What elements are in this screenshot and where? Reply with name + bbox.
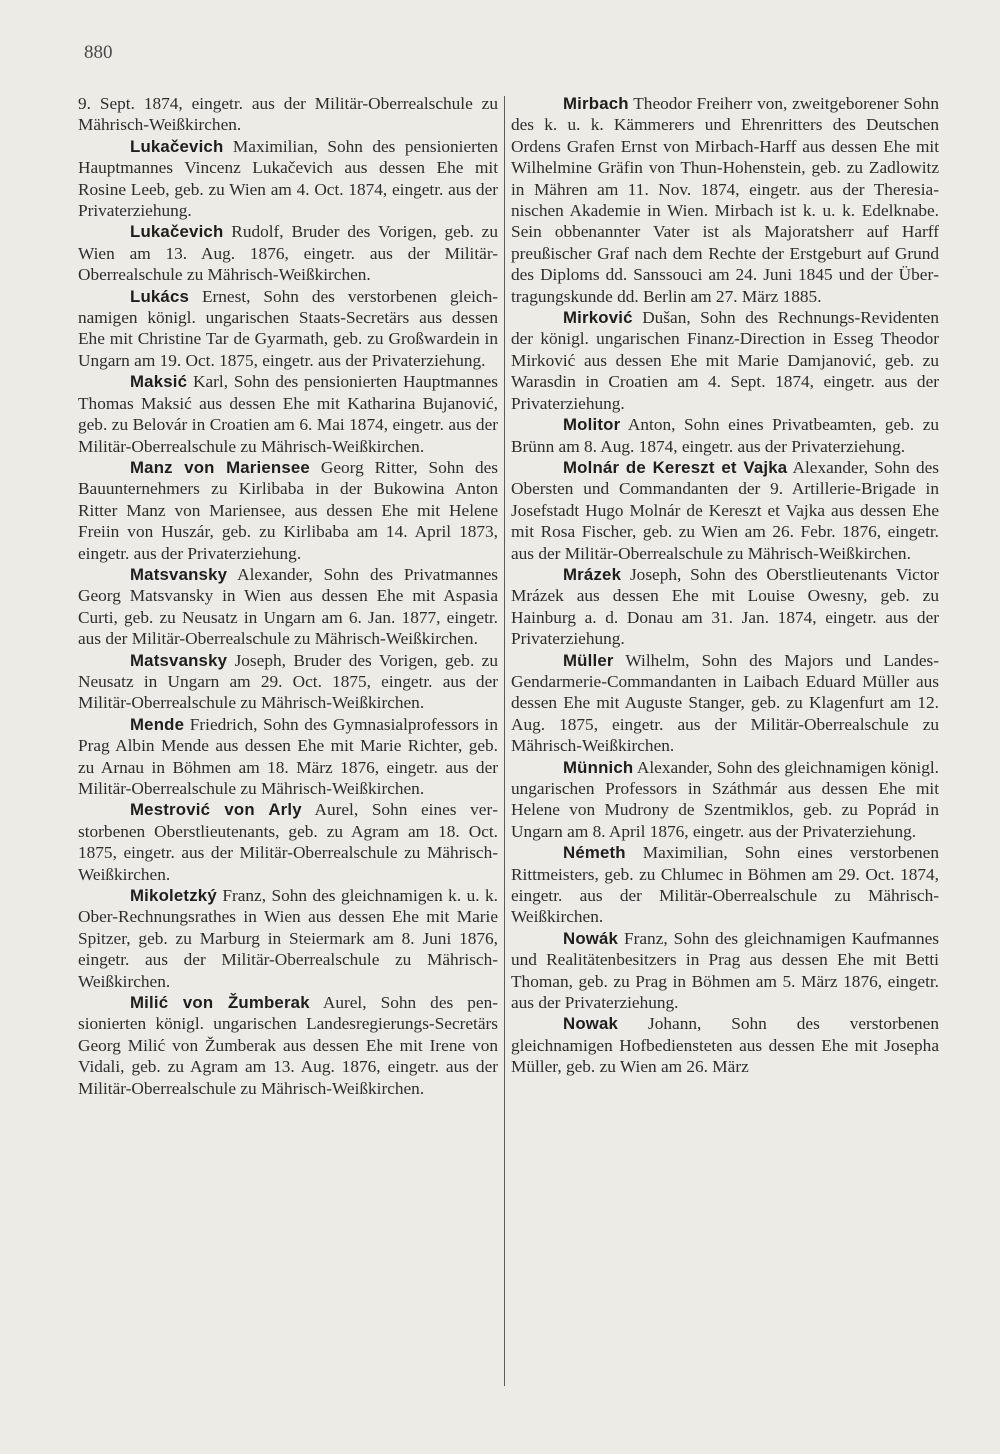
entry-surname: Münnich [563,757,634,777]
register-entry [78,992,498,1099]
register-entry [511,564,939,650]
entry-text: Aurel, Sohn eines verstorbenen Oberstlieutenants, geb. zu Agram am 18. Oct. 1875, eingetr. aus der Militär-Oberrealschule zu Mährisch-Weißkirchen. [78,800,498,884]
register-entry [78,650,498,714]
entry-surname: Milić von Žumberak [130,993,310,1013]
entry-surname: Németh [563,843,626,863]
entry-text: 9. Sept. 1874, eingetr. aus der Militär-Oberrealschule zu Mährisch-Weißkirchen. [78,94,498,135]
entry-surname: Mrázek [563,564,622,584]
entry-text: Franz, Sohn des gleichnamigen k. u. k. Ober-Rechnungsrathes in Wien aus dessen Ehe mit Marie Spitzer, geb. zu Marburg in Steiermark am 8. Juni 1876, eingetr. aus der Militär-Oberrealschule zu Mährisch-Weißkirchen. [78,886,498,991]
entry-surname: Matsvansky [130,650,228,670]
register-entry [511,307,939,414]
entry-text: Friedrich, Sohn des Gymnasialprofessors in Prag Albin Mende aus dessen Ehe mit Marie Richter, geb. zu Arnau in Böhmen am 18. März 1876, eingetr. aus der Militär-Oberrealschule zu Mährisch-Weißkirchen. [78,714,498,798]
entry-surname: Mikoletzký [130,886,217,906]
entry-surname: Nowak [563,1014,619,1034]
entry-surname: Manz von Mariensee [130,457,310,477]
entry-surname: Molitor [563,415,621,435]
register-entry [78,714,498,800]
register-entry [78,221,498,285]
register-entry [78,799,498,885]
entry-text: Maximilian, Sohn eines verstorbenen Rittmeisters, geb. zu Chlumec in Böhmen am 29. Oct. 1874, eingetr. aus der Militär-Oberrealschule zu Mährisch-Weißkirchen. [511,843,939,927]
entry-surname: Mirković [563,308,633,328]
entry-text: Alexander, Sohn des Privatmannes Georg Matsvansky in Wien aus dessen Ehe mit Aspasia Curti, geb. zu Neusatz in Ungarn am 6. Jan. 1877, eingetr. aus der Militär-Oberrealschule zu Mährisch-Weißkirchen. [78,564,498,649]
entry-text: Ernest, Sohn des verstorbenen gleichnamigen königl. ungarischen Staats-Secretärs aus dessen Ehe mit Christine Tar de Gyarmath, geb. zu Großwardein in Ungarn am 19. Oct. 1875, eingetr. aus der Privaterziehung. [78,286,498,370]
entry-surname: Nowák [563,928,619,948]
entry-surname: Molnár de Kereszt et Vajka [563,457,788,477]
register-entry [78,93,498,136]
register-entry [511,414,939,457]
entry-text: Wilhelm, Sohn des Majors und Landes-Gendarmerie-Commandanten in Laibach Eduard Müller aus dessen Ehe mit Auguste Stanger, geb. zu Klagenfurt am 12. Aug. 1875, eingetr. aus der Militär-Oberrealschule zu Mährisch-Weißkirchen. [511,650,939,756]
entry-text: Alexander, Sohn des gleichnamigen königl. ungarischen Professors in Száthmár aus dessen Ehe mit Helene von Mudrony de Szentmiklos, geb. zu Poprád in Ungarn am 8. April 1876, eingetr. aus der Privaterziehung. [511,757,939,841]
register-entry [78,564,498,650]
entry-surname: Mestrović von Arly [130,800,302,820]
entry-surname: Lukačevich [130,136,224,156]
entry-text: Theodor Freiherr von, zweitgeborener Sohn des k. u. k. Kämmerers und Ehrenritters des Deutschen Ordens Grafen Ernst von Mirbach-Harff aus dessen Ehe mit Wilhelmine Gräfin von Thun-Hohenstein, geb. zu Zadlowitz in Mähren am 11. Nov. 1874, eingetr. aus der Theresianischen Akademie in Wien. Mirbach ist k. u. k. Edelknabe. Sein obbenannter Vater ist als Majoratsherr auf Harff preußischer Graf nach dem Rechte der Erstgeburt auf Grund des Diploms dd. Sanssouci am 24. Juni 1845 und der Übertragungskunde dd. Berlin am 27. März 1885. [511,94,939,306]
entry-surname: Mirbach [563,94,629,113]
register-entry [511,928,939,1014]
register-entry [511,1013,939,1077]
entry-text: Joseph, Bruder des Vorigen, geb. zu Neusatz in Ungarn am 29. Oct. 1875, eingetr. aus der Militär-Oberrealschule zu Mährisch-Weißkirchen. [78,650,498,713]
page-number: 880 [84,42,113,63]
entry-text: Franz, Sohn des gleichnamigen Kaufmannes und Realitätenbesitzers in Prag aus dessen Ehe mit Betti Thoman, geb. zu Prag in Böhmen am 5. März 1876, eingetr. aus der Privaterziehung. [511,928,939,1013]
entry-text: Aurel, Sohn des pensionierten königl. ungarischen Landesregierungs-Secretärs Georg Milić von Žumberak aus dessen Ehe mit Irene von Vidali, geb. zu Agram am 13. Aug. 1876, eingetr. aus der Militär-Oberrealschule zu Mährisch-Weißkirchen. [78,993,498,1098]
entry-text: Maximilian, Sohn des pensionierten Hauptmannes Vincenz Lukačevich aus dessen Ehe mit Rosine Leeb, geb. zu Wien am 4. Oct. 1874, eingetr. aus der Privaterziehung. [78,136,498,221]
entry-text: Georg Ritter, Sohn des Bauunternehmers zu Kirlibaba in der Bukowina Anton Ritter Manz von Mariensee, aus dessen Ehe mit Helene Freiin von Huszár, geb. zu Kirlibaba am 14. April 1873, eingetr. aus der Privaterziehung. [78,457,498,563]
entry-surname: Lukács [130,286,190,306]
entry-text: Karl, Sohn des pensionierten Hauptmannes Thomas Maksić aus dessen Ehe mit Katharina Bujanović, geb. zu Belovár in Croatien am 6. Mai 1874, eingetr. aus der Militär-Oberrealschule zu Mährisch-Weißkirchen. [78,372,498,456]
entry-text: Dušan, Sohn des Rechnungs-Revidenten der königl. ungarischen Finanz-Direction in Esseg Theodor Mirković aus dessen Ehe mit Marie Damjanović, geb. zu Warasdin in Croatien am 4. Sept. 1874, eingetr. aus der Privaterziehung. [511,308,939,413]
register-entry [511,757,939,843]
entry-text: Anton, Sohn eines Privatbeamten, geb. zu Brünn am 8. Aug. 1874, eingetr. aus der Privaterziehung. [511,415,939,456]
register-entry [511,93,939,307]
entry-surname: Mende [130,714,185,734]
entry-text: Johann, Sohn des verstorbenen gleichnamigen Hofbediensteten aus dessen Ehe mit Josepha Müller, geb. zu Wien am 26. März [511,1014,939,1077]
register-entry [78,286,498,372]
entry-surname: Matsvansky [130,564,228,584]
entry-text: Rudolf, Bruder des Vorigen, geb. zu Wien am 13. Aug. 1876, eingetr. aus der Militär-Oberrealschule zu Mährisch-Weißkirchen. [78,222,498,285]
register-entry [511,842,939,928]
register-entry [78,371,498,457]
register-entry [78,136,498,222]
register-entry [511,457,939,564]
entry-text: Alexander, Sohn des Obersten und Commandanten der 9. Artillerie-Brigade in Josefstadt Hugo Molnár de Kereszt et Vajka aus dessen Ehe mit Rosa Fischer, geb. zu Wien am 26. Febr. 1876, eingetr. aus der Militär-Oberrealschule zu Mährisch-Weißkirchen. [511,457,939,563]
register-entry [511,650,939,757]
entry-text: Joseph, Sohn des Oberstlieutenants Victor Mrázek aus dessen Ehe mit Louise Owesny, geb. zu Hainburg a. d. Donau am 31. Jan. 1874, eingetr. aus der Privaterziehung. [511,564,939,649]
register-entry [78,885,498,992]
column-divider [504,96,505,1386]
left-column [78,93,498,1099]
entry-surname: Maksić [130,372,188,392]
entry-surname: Lukačevich [130,222,224,242]
register-entry [78,457,498,564]
right-column [511,93,939,1078]
entry-surname: Müller [563,650,614,670]
